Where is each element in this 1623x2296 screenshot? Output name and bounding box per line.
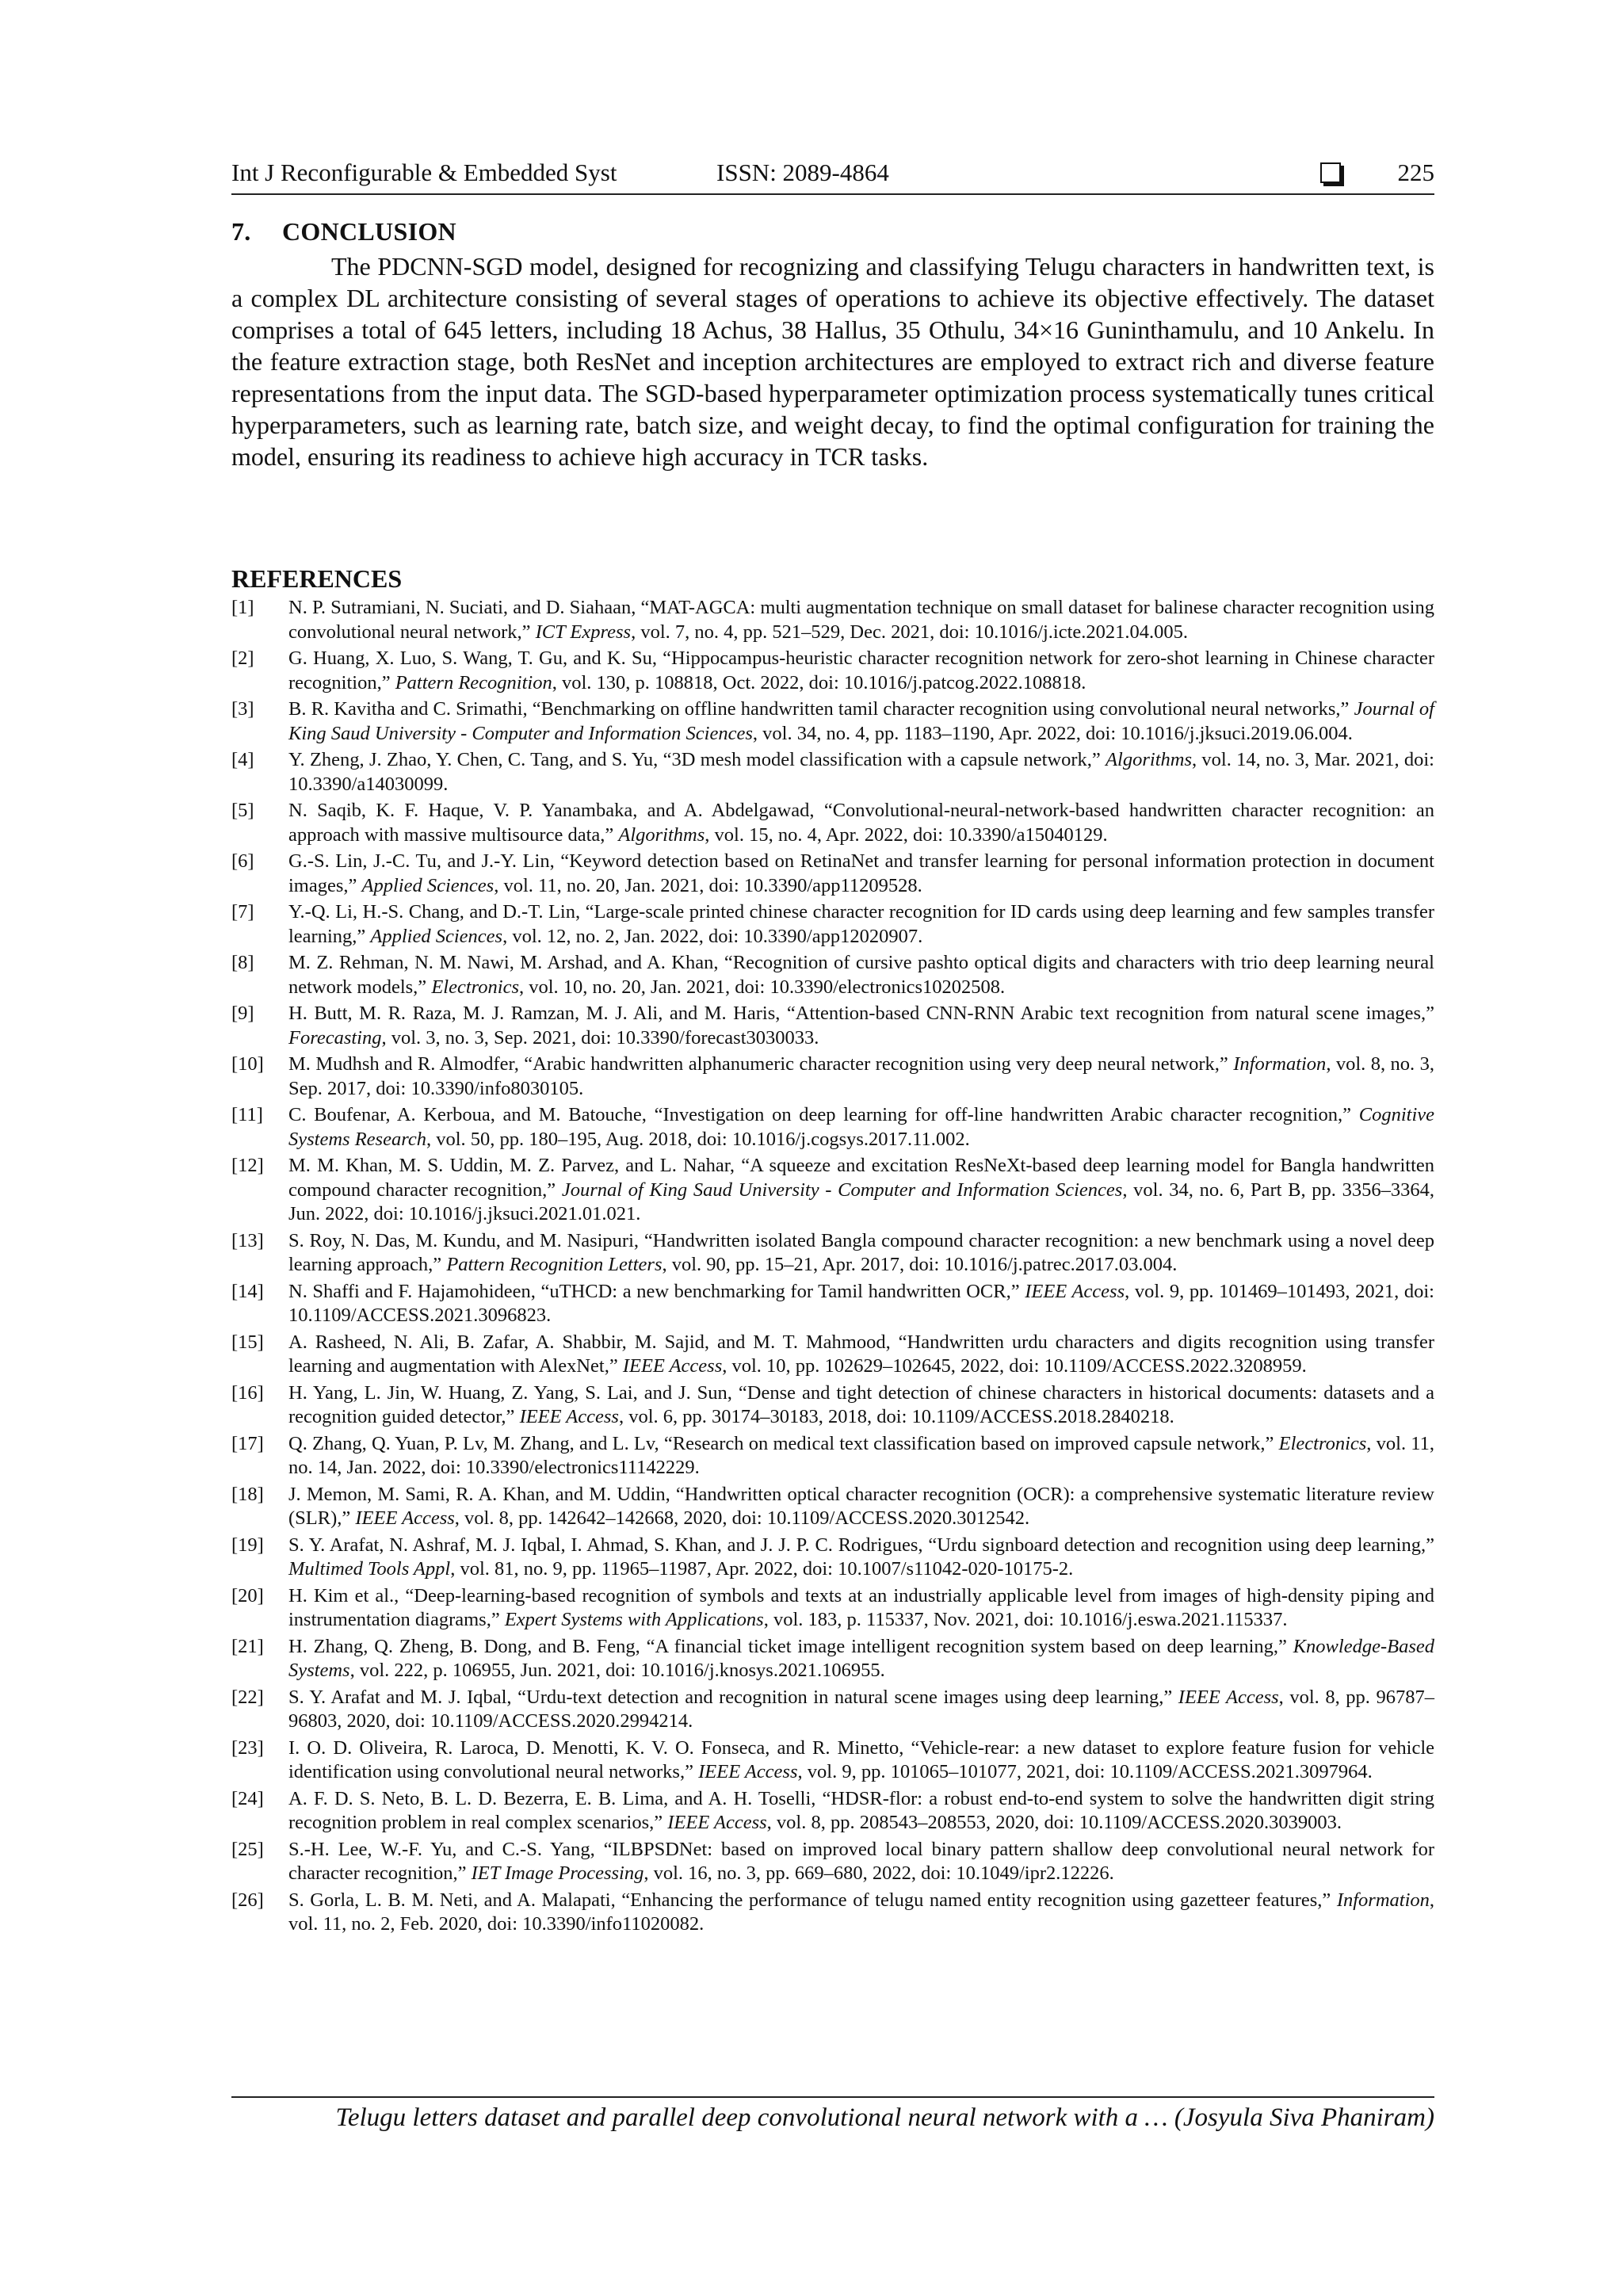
- reference-item: [231, 1736, 1434, 1785]
- reference-text: [288, 1432, 1434, 1480]
- page-number: 225: [1397, 159, 1434, 186]
- reference-item: [231, 1483, 1434, 1531]
- reference-details: , vol. 11, no. 20, Jan. 2021, doi: 10.3390/app11209528.: [494, 874, 922, 896]
- reference-text: [288, 1635, 1434, 1683]
- reference-authors-title: H. Butt, M. R. Raza, M. J. Ramzan, M. J. Ali, and M. Haris, “Attention-based CNN-RNN Arabic text recognition from natural scene images,”: [288, 1003, 1434, 1024]
- reference-text: [288, 799, 1434, 847]
- reference-number: [23]: [231, 1736, 264, 1759]
- reference-venue: Journal of King Saud University - Computer and Information Sciences: [288, 698, 1434, 744]
- reference-item: [231, 1889, 1434, 1937]
- reference-authors-title: J. Memon, M. Sami, R. A. Khan, and M. Uddin, “Handwritten optical character recognition (OCR): a comprehensive systematic literature review (SLR),”: [288, 1483, 1434, 1529]
- reference-item: [231, 1381, 1434, 1430]
- reference-number: [24]: [231, 1787, 264, 1809]
- reference-text: [288, 1154, 1434, 1227]
- reference-authors-title: A. F. D. S. Neto, B. L. D. Bezerra, E. B. Lima, and A. H. Toselli, “HDSR-flor: a robust end-to-end system to solve the handwritten digit string recognition problem in real complex scenarios,”: [288, 1787, 1434, 1833]
- reference-item: [231, 1002, 1434, 1050]
- reference-number: [11]: [231, 1104, 263, 1125]
- reference-item: [231, 748, 1434, 797]
- reference-text: [288, 951, 1434, 999]
- reference-details: , vol. 10, pp. 102629–102645, 2022, doi: 10.1109/ACCESS.2022.3208959.: [722, 1355, 1307, 1377]
- reference-text: [288, 596, 1434, 644]
- reference-details: , vol. 81, no. 9, pp. 11965–11987, Apr. 2022, doi: 10.1007/s11042-020-10175-2.: [450, 1558, 1074, 1580]
- reference-number: [13]: [231, 1229, 264, 1251]
- reference-item: [231, 596, 1434, 644]
- reference-number: [18]: [231, 1483, 264, 1505]
- reference-details: , vol. 3, no. 3, Sep. 2021, doi: 10.3390/forecast3030033.: [381, 1026, 819, 1049]
- reference-item: [231, 1052, 1434, 1101]
- reference-text: [288, 1052, 1434, 1101]
- reference-venue: IEEE Access: [622, 1355, 723, 1377]
- reference-text: [288, 1002, 1434, 1050]
- reference-text: [288, 1787, 1434, 1836]
- reference-number: [19]: [231, 1534, 264, 1556]
- reference-text: [288, 697, 1434, 746]
- reference-number: [14]: [231, 1280, 264, 1302]
- reference-authors-title: M. Mudhsh and R. Almodfer, “Arabic handwritten alphanumeric character recognition using very deep neural network,”: [288, 1053, 1234, 1075]
- reference-venue: Electronics: [431, 976, 519, 998]
- reference-item: [231, 1838, 1434, 1886]
- reference-number: [9]: [231, 1003, 254, 1024]
- reference-venue: IEEE Access: [698, 1761, 798, 1782]
- reference-venue: Cognitive Systems Research: [288, 1104, 1434, 1150]
- reference-authors-title: H. Zhang, Q. Zheng, B. Dong, and B. Feng, “A financial ticket image intelligent recognition system based on deep learning,”: [288, 1635, 1293, 1657]
- reference-text: [288, 1686, 1434, 1734]
- issn: ISSN: 2089-4864: [716, 159, 889, 186]
- reference-number: [25]: [231, 1838, 264, 1860]
- reference-item: [231, 1787, 1434, 1836]
- reference-number: [20]: [231, 1584, 264, 1606]
- section-number: 7.: [231, 217, 251, 246]
- reference-authors-title: M. Z. Rehman, N. M. Nawi, M. Arshad, and A. Khan, “Recognition of cursive pashto optical digits and characters with trio deep learning neural network models,”: [288, 952, 1434, 998]
- reference-item: [231, 951, 1434, 999]
- reference-details: , vol. 34, no. 4, pp. 1183–1190, Apr. 2022, doi: 10.1016/j.jksuci.2019.06.004.: [752, 722, 1353, 744]
- reference-number: [26]: [231, 1889, 264, 1911]
- reference-venue: Expert Systems with Applications: [504, 1609, 764, 1630]
- reference-authors-title: H. Kim et al., “Deep-learning-based recognition of symbols and texts at an industrially applicable level from images of high-density piping and instrumentation diagrams,”: [288, 1584, 1434, 1630]
- reference-authors-title: S.-H. Lee, W.-F. Yu, and C.-S. Yang, “ILBPSDNet: based on improved local binary pattern shallow deep convolutional neural network for character recognition,”: [288, 1838, 1434, 1884]
- reference-number: [21]: [231, 1635, 264, 1657]
- references-heading: REFERENCES: [231, 564, 403, 593]
- reference-text: [288, 1331, 1434, 1379]
- reference-text: [288, 1838, 1434, 1886]
- reference-authors-title: S. Roy, N. Das, M. Kundu, and M. Nasipuri, “Handwritten isolated Bangla compound character recognition: a new benchmark using a novel deep learning approach,”: [288, 1229, 1434, 1275]
- section-title: CONCLUSION: [282, 217, 456, 246]
- reference-venue: IEEE Access: [667, 1812, 767, 1833]
- reference-details: , vol. 9, pp. 101469–101493, 2021, doi: 10.1109/ACCESS.2021.3096823.: [288, 1280, 1434, 1326]
- reference-venue: Information: [1233, 1053, 1327, 1075]
- reference-text: [288, 1584, 1434, 1633]
- reference-item: [231, 1154, 1434, 1227]
- reference-details: , vol. 6, pp. 30174–30183, 2018, doi: 10.1109/ACCESS.2018.2840218.: [618, 1406, 1174, 1427]
- reference-authors-title: N. P. Sutramiani, N. Suciati, and D. Siahaan, “MAT-AGCA: multi augmentation technique on small dataset for balinese character recognition using convolutional neural network,”: [288, 597, 1434, 643]
- reference-text: [288, 748, 1434, 797]
- reference-venue: Journal of King Saud University - Computer and Information Sciences: [561, 1179, 1123, 1201]
- reference-venue: Multimed Tools Appl: [288, 1558, 451, 1580]
- reference-number: [6]: [231, 850, 254, 872]
- reference-venue: ICT Express: [535, 621, 632, 643]
- reference-text: [288, 1229, 1434, 1278]
- reference-details: , vol. 183, p. 115337, Nov. 2021, doi: 10.1016/j.eswa.2021.115337.: [763, 1609, 1288, 1630]
- reference-text: [288, 1483, 1434, 1531]
- reference-number: [17]: [231, 1432, 264, 1454]
- running-footer: Telugu letters dataset and parallel deep convolutional neural network with a … (Josyula Siva Phaniram): [335, 2103, 1434, 2132]
- conclusion-paragraph: The PDCNN-SGD model, designed for recognizing and classifying Telugu characters in handwritten text, is a complex DL architecture consisting of several stages of operations to achieve its objective effectively. The dataset comprises a total of 645 letters, including 18 Achus, 38 Hallus, 35 Othulu, 34×16 Guninthamulu, and 10 Ankelu. In the feature extraction stage, both ResNet and inception architectures are employed to extract rich and diverse feature representations from the input data. The SGD-based hyperparameter optimization process systematically tunes critical hyperparameters, such as learning rate, batch size, and weight decay, to find the optimal configuration for training the model, ensuring its readiness to achieve high accuracy in TCR tasks.: [231, 252, 1434, 471]
- reference-authors-title: H. Yang, L. Jin, W. Huang, Z. Yang, S. Lai, and J. Sun, “Dense and tight detection of chinese characters in historical documents: datasets and a recognition guided detector,”: [288, 1381, 1434, 1427]
- reference-item: [231, 799, 1434, 847]
- reference-venue: IEEE Access: [519, 1406, 619, 1427]
- reference-number: [1]: [231, 597, 254, 618]
- reference-text: [288, 900, 1434, 949]
- reference-item: [231, 1280, 1434, 1328]
- reference-details: , vol. 8, pp. 208543–208553, 2020, doi: 10.1109/ACCESS.2020.3039003.: [766, 1812, 1342, 1833]
- reference-details: , vol. 12, no. 2, Jan. 2022, doi: 10.3390/app12020907.: [502, 925, 923, 947]
- reference-details: , vol. 50, pp. 180–195, Aug. 2018, doi: 10.1016/j.cogsys.2017.11.002.: [426, 1128, 970, 1150]
- reference-number: [12]: [231, 1155, 264, 1176]
- reference-authors-title: M. M. Khan, M. S. Uddin, M. Z. Parvez, and L. Nahar, “A squeeze and excitation ResNeXt-based deep learning model for Bangla handwritten compound character recognition,”: [288, 1155, 1434, 1201]
- reference-authors-title: N. Shaffi and F. Hajamohideen, “uTHCD: a new benchmarking for Tamil handwritten OCR,”: [288, 1280, 1025, 1302]
- reference-venue: Electronics: [1278, 1432, 1367, 1454]
- reference-authors-title: S. Y. Arafat and M. J. Iqbal, “Urdu-text detection and recognition in natural scene images using deep learning,”: [288, 1686, 1178, 1708]
- reference-venue: Information: [1336, 1889, 1430, 1911]
- reference-text: [288, 850, 1434, 898]
- reference-authors-title: A. Rasheed, N. Ali, B. Zafar, A. Shabbir, M. Sajid, and M. T. Mahmood, “Handwritten urdu characters and digits recognition using transfer learning and augmentation with AlexNet,”: [288, 1331, 1434, 1377]
- reference-details: , vol. 11, no. 14, Jan. 2022, doi: 10.3390/electronics11142229.: [288, 1432, 1434, 1478]
- checkbox-square-icon: [1320, 162, 1341, 183]
- reference-authors-title: G. Huang, X. Luo, S. Wang, T. Gu, and K. Su, “Hippocampus-heuristic character recognition network for zero-shot learning in Chinese character recognition,”: [288, 648, 1434, 693]
- reference-authors-title: S. Y. Arafat, N. Ashraf, M. J. Iqbal, I. Ahmad, S. Khan, and J. J. P. C. Rodrigues, “Urdu signboard detection and recognition using deep learning,”: [288, 1534, 1434, 1556]
- reference-item: [231, 1635, 1434, 1683]
- reference-item: [231, 1103, 1434, 1152]
- reference-authors-title: C. Boufenar, A. Kerboua, and M. Batouche, “Investigation on deep learning for off-line handwritten Arabic character recognition,”: [288, 1104, 1359, 1125]
- reference-item: [231, 647, 1434, 695]
- reference-details: , vol. 130, p. 108818, Oct. 2022, doi: 10.1016/j.patcog.2022.108818.: [552, 671, 1086, 693]
- reference-number: [16]: [231, 1381, 264, 1404]
- reference-details: , vol. 222, p. 106955, Jun. 2021, doi: 10.1016/j.knosys.2021.106955.: [349, 1660, 885, 1681]
- reference-venue: Pattern Recognition Letters: [446, 1254, 663, 1275]
- reference-number: [8]: [231, 952, 254, 973]
- reference-item: [231, 1229, 1434, 1278]
- reference-venue: IEEE Access: [1025, 1280, 1125, 1302]
- conclusion-heading: [231, 217, 456, 246]
- reference-authors-title: G.-S. Lin, J.-C. Tu, and J.-Y. Lin, “Keyword detection based on RetinaNet and transfer learning for personal information protection in document images,”: [288, 850, 1434, 896]
- reference-venue: Applied Sciences: [370, 925, 503, 947]
- reference-details: , vol. 10, no. 20, Jan. 2021, doi: 10.3390/electronics10202508.: [518, 976, 1006, 998]
- reference-details: , vol. 8, pp. 142642–142668, 2020, doi: 10.1109/ACCESS.2020.3012542.: [454, 1507, 1030, 1529]
- reference-list: [231, 596, 1434, 1939]
- reference-number: [7]: [231, 901, 254, 923]
- reference-details: , vol. 15, no. 4, Apr. 2022, doi: 10.3390/a15040129.: [705, 823, 1108, 846]
- reference-number: [4]: [231, 749, 254, 770]
- reference-number: [3]: [231, 698, 254, 720]
- reference-number: [2]: [231, 648, 254, 669]
- reference-authors-title: Y. Zheng, J. Zhao, Y. Chen, C. Tang, and S. Yu, “3D mesh model classification with a capsule network,”: [288, 749, 1106, 770]
- reference-item: [231, 697, 1434, 746]
- reference-item: [231, 1432, 1434, 1480]
- reference-item: [231, 1686, 1434, 1734]
- reference-details: , vol. 90, pp. 15–21, Apr. 2017, doi: 10.1016/j.patrec.2017.03.004.: [662, 1254, 1178, 1275]
- reference-details: , vol. 11, no. 2, Feb. 2020, doi: 10.3390/info11020082.: [288, 1889, 1434, 1935]
- reference-text: [288, 1736, 1434, 1785]
- reference-details: , vol. 14, no. 3, Mar. 2021, doi: 10.3390/a14030099.: [288, 749, 1434, 795]
- reference-authors-title: Y.-Q. Li, H.-S. Chang, and D.-T. Lin, “Large-scale printed chinese character recognition for ID cards using deep learning and few samples transfer learning,”: [288, 901, 1434, 947]
- reference-venue: IEEE Access: [355, 1507, 455, 1529]
- reference-details: , vol. 8, pp. 96787–96803, 2020, doi: 10.1109/ACCESS.2020.2994214.: [288, 1686, 1434, 1732]
- reference-authors-title: S. Gorla, L. B. M. Neti, and A. Malapati, “Enhancing the performance of telugu named entity recognition using gazetteer features,”: [288, 1889, 1337, 1911]
- reference-number: [15]: [231, 1331, 264, 1353]
- reference-text: [288, 1889, 1434, 1937]
- reference-item: [231, 1584, 1434, 1633]
- footer-divider: [231, 2096, 1434, 2098]
- reference-details: , vol. 8, no. 3, Sep. 2017, doi: 10.3390/info8030105.: [288, 1053, 1434, 1099]
- reference-authors-title: I. O. D. Oliveira, R. Laroca, D. Menotti, K. V. O. Fonseca, and R. Minetto, “Vehicle-rear: a new dataset to explore feature fusion for vehicle identification using convolutional neural networks,”: [288, 1736, 1434, 1782]
- reference-item: [231, 1331, 1434, 1379]
- reference-venue: Pattern Recognition: [395, 671, 552, 693]
- reference-number: [10]: [231, 1053, 264, 1075]
- reference-venue: Applied Sciences: [361, 874, 495, 896]
- reference-number: [22]: [231, 1686, 264, 1708]
- reference-text: [288, 1280, 1434, 1328]
- reference-details: , vol. 34, no. 6, Part B, pp. 3356–3364, Jun. 2022, doi: 10.1016/j.jksuci.2021.01.021.: [288, 1179, 1434, 1224]
- reference-venue: IET Image Processing: [471, 1862, 644, 1884]
- reference-text: [288, 1103, 1434, 1152]
- journal-name: Int J Reconfigurable & Embedded Syst: [231, 159, 617, 186]
- reference-venue: Forecasting: [288, 1026, 382, 1049]
- reference-text: [288, 1534, 1434, 1582]
- running-header: [231, 152, 1434, 195]
- reference-text: [288, 647, 1434, 695]
- reference-details: , vol. 9, pp. 101065–101077, 2021, doi: 10.1109/ACCESS.2021.3097964.: [797, 1761, 1373, 1782]
- reference-details: , vol. 16, no. 3, pp. 669–680, 2022, doi: 10.1049/ipr2.12226.: [643, 1862, 1114, 1884]
- reference-authors-title: Q. Zhang, Q. Yuan, P. Lv, M. Zhang, and L. Lv, “Research on medical text classification based on improved capsule network,”: [288, 1432, 1279, 1454]
- reference-number: [5]: [231, 800, 254, 821]
- reference-venue: Algorithms: [618, 823, 705, 846]
- reference-venue: Knowledge-Based Systems: [288, 1635, 1434, 1681]
- reference-item: [231, 900, 1434, 949]
- reference-venue: Algorithms: [1106, 749, 1192, 770]
- reference-authors-title: N. Saqib, K. F. Haque, V. P. Yanambaka, and A. Abdelgawad, “Convolutional-neural-network-based handwritten character recognition: an approach with massive multisource data,”: [288, 800, 1434, 846]
- reference-text: [288, 1381, 1434, 1430]
- reference-item: [231, 850, 1434, 898]
- reference-authors-title: B. R. Kavitha and C. Srimathi, “Benchmarking on offline handwritten tamil character recognition using convolutional neural networks,”: [288, 698, 1354, 720]
- reference-details: , vol. 7, no. 4, pp. 521–529, Dec. 2021, doi: 10.1016/j.icte.2021.04.005.: [631, 621, 1189, 643]
- reference-venue: IEEE Access: [1178, 1686, 1279, 1708]
- reference-item: [231, 1534, 1434, 1582]
